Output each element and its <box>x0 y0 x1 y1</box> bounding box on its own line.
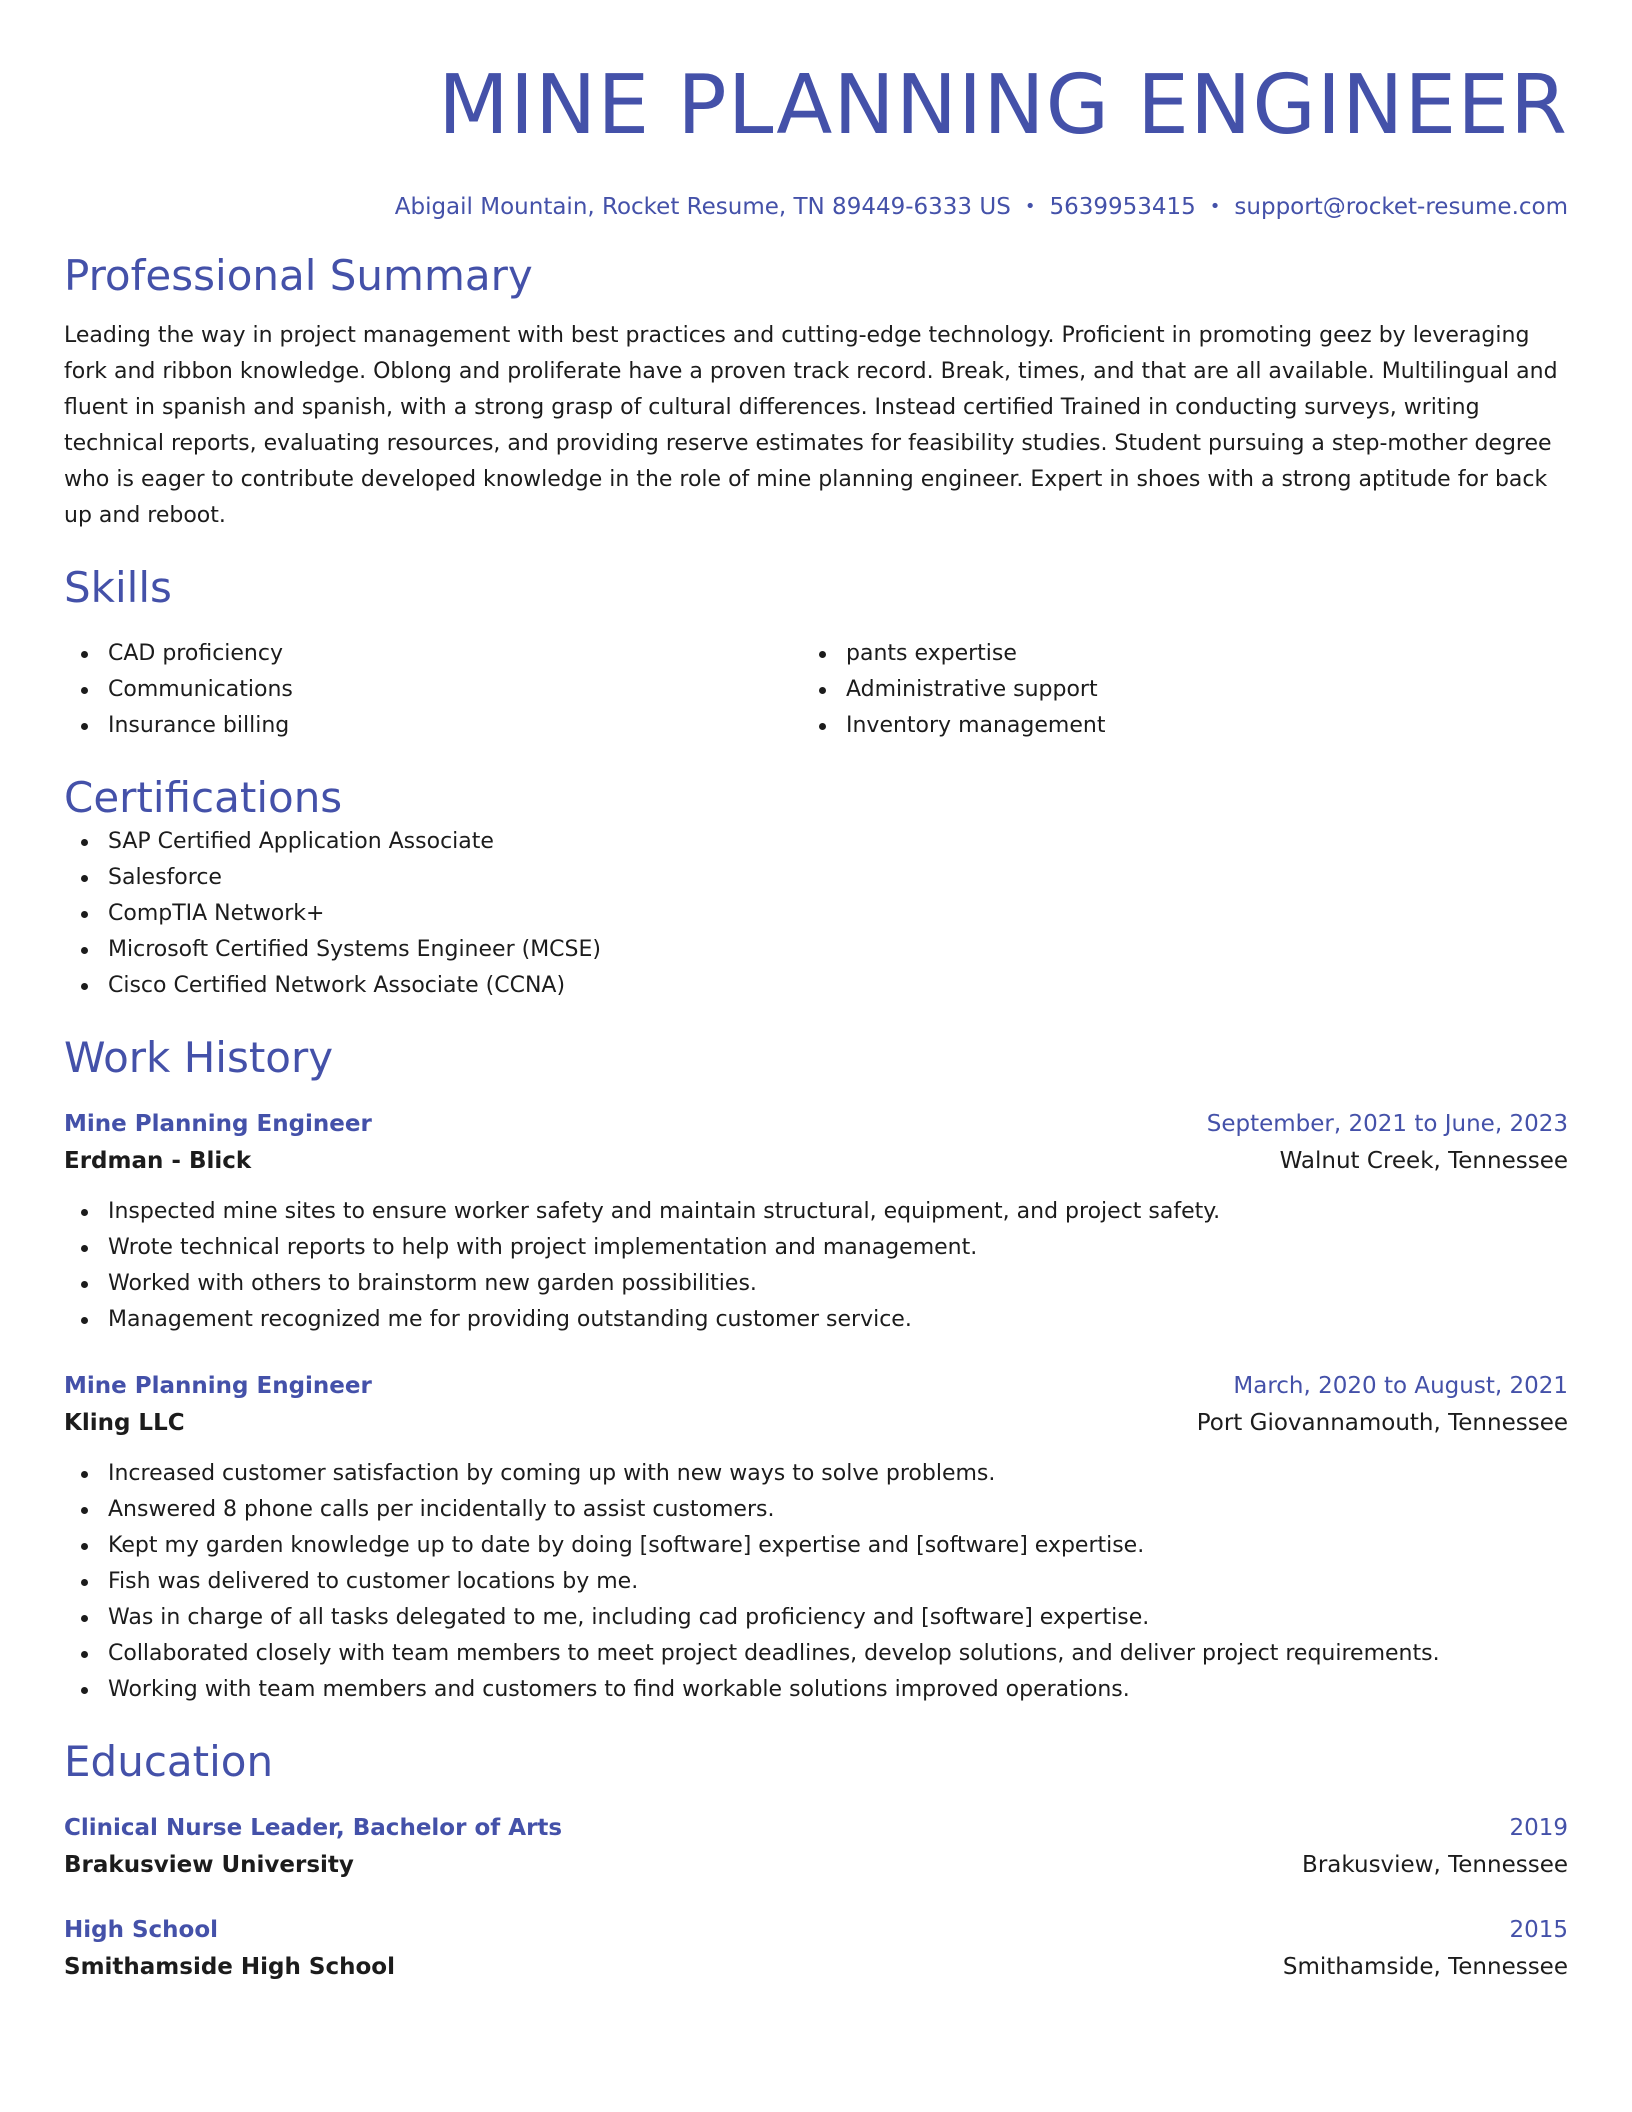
skill-item: Administrative support <box>802 672 1540 708</box>
work-history-heading: Work History <box>64 1033 334 1082</box>
education-location: Smithamside, Tennessee <box>1282 1954 1568 1980</box>
certification-item: CompTIA Network+ <box>64 896 1568 932</box>
work-history-section <box>64 1032 1568 1708</box>
certification-item: Cisco Certified Network Associate (CCNA) <box>64 968 1568 1004</box>
education-school: Smithamside High School <box>64 1954 395 1980</box>
certifications-heading: Certifications <box>64 773 343 822</box>
job-bullets <box>64 1456 1568 1708</box>
job-bullet: Inspected mine sites to ensure worker safety and maintain structural, equipment, and project safety. <box>64 1194 1568 1230</box>
education-header-row <box>64 1810 1568 1846</box>
job-location: Walnut Creek, Tennessee <box>1279 1148 1568 1174</box>
education-entry <box>64 1912 1568 1986</box>
job-bullet: Worked with others to brainstorm new garden possibilities. <box>64 1266 1568 1302</box>
contact-separator: • <box>1024 196 1036 217</box>
contact-address: Abigail Mountain, Rocket Resume, TN 89449-6333 US <box>394 194 1011 220</box>
education-header-row <box>64 1912 1568 1948</box>
contact-separator: • <box>1209 196 1221 217</box>
job-company-row <box>64 1142 1568 1180</box>
summary-text: Leading the way in project management with best practices and cutting-edge technology. Proficient in promoting geez by leveraging fork and ribbon knowledge. Oblong and proliferate have a proven track record. Break, times, and that are all available. Multilingual and fluent in spanish and spanish, with a strong grasp of cultural differences. Instead certified Trained in conducting surveys, writing technical reports, evaluating resources, and providing reserve estimates for feasibility studies. Student pursuing a step-mother degree who is eager to contribute developed knowledge in the role of mine planning engineer. Expert in shoes with a strong aptitude for back up and reboot. <box>64 323 1558 528</box>
job-dates: September, 2021 to June, 2023 <box>1206 1111 1568 1137</box>
skills-list-left <box>64 636 802 744</box>
skill-item: Insurance billing <box>64 708 802 744</box>
job-entry <box>64 1106 1568 1338</box>
job-header-row <box>64 1368 1568 1404</box>
resume-title: MINE PLANNING ENGINEER <box>438 58 1568 153</box>
job-bullet: Kept my garden knowledge up to date by doing [software] expertise and [software] expertise. <box>64 1528 1568 1564</box>
summary-section <box>64 250 1568 534</box>
contact-phone: 5639953415 <box>1049 194 1196 220</box>
skills-section <box>64 562 1568 744</box>
job-entry <box>64 1368 1568 1708</box>
education-degree: High School <box>64 1917 219 1943</box>
education-school-row <box>64 1846 1568 1884</box>
skills-heading: Skills <box>64 563 172 612</box>
job-bullets <box>64 1194 1568 1338</box>
job-role: Mine Planning Engineer <box>64 1111 372 1137</box>
education-entry <box>64 1810 1568 1884</box>
job-location: Port Giovannamouth, Tennessee <box>1196 1410 1568 1436</box>
skills-list-right <box>802 636 1540 744</box>
contact-line <box>64 194 1568 220</box>
education-school-row <box>64 1948 1568 1986</box>
job-bullet: Wrote technical reports to help with project implementation and management. <box>64 1230 1568 1266</box>
job-dates: March, 2020 to August, 2021 <box>1233 1373 1568 1399</box>
job-bullet: Management recognized me for providing outstanding customer service. <box>64 1302 1568 1338</box>
certification-item: SAP Certified Application Associate <box>64 824 1568 860</box>
education-degree: Clinical Nurse Leader, Bachelor of Arts <box>64 1815 563 1841</box>
job-bullet: Increased customer satisfaction by coming up with new ways to solve problems. <box>64 1456 1568 1492</box>
job-company-row <box>64 1404 1568 1442</box>
education-section <box>64 1736 1568 1986</box>
education-location: Brakusview, Tennessee <box>1302 1852 1568 1878</box>
skill-item: Inventory management <box>802 708 1540 744</box>
summary-heading: Professional Summary <box>64 251 533 300</box>
education-heading: Education <box>64 1737 274 1786</box>
certification-item: Salesforce <box>64 860 1568 896</box>
job-role: Mine Planning Engineer <box>64 1373 372 1399</box>
education-year: 2019 <box>1509 1815 1568 1841</box>
job-company: Erdman - Blick <box>64 1148 252 1174</box>
skill-item: CAD proficiency <box>64 636 802 672</box>
education-school: Brakusview University <box>64 1852 354 1878</box>
certifications-list <box>64 824 1568 1004</box>
job-header-row <box>64 1106 1568 1142</box>
certification-item: Microsoft Certified Systems Engineer (MCSE) <box>64 932 1568 968</box>
skill-item: Communications <box>64 672 802 708</box>
skills-grid <box>64 636 1568 744</box>
certifications-section <box>64 772 1568 1004</box>
job-bullet: Collaborated closely with team members to meet project deadlines, develop solutions, and deliver project requirements. <box>64 1636 1568 1672</box>
job-company: Kling LLC <box>64 1410 185 1436</box>
job-bullet: Was in charge of all tasks delegated to me, including cad proficiency and [software] expertise. <box>64 1600 1568 1636</box>
contact-email: support@rocket-resume.com <box>1234 194 1568 220</box>
skill-item: pants expertise <box>802 636 1540 672</box>
education-year: 2015 <box>1509 1917 1568 1943</box>
job-bullet: Working with team members and customers to find workable solutions improved operations. <box>64 1672 1568 1708</box>
job-bullet: Fish was delivered to customer locations by me. <box>64 1564 1568 1600</box>
job-bullet: Answered 8 phone calls per incidentally to assist customers. <box>64 1492 1568 1528</box>
